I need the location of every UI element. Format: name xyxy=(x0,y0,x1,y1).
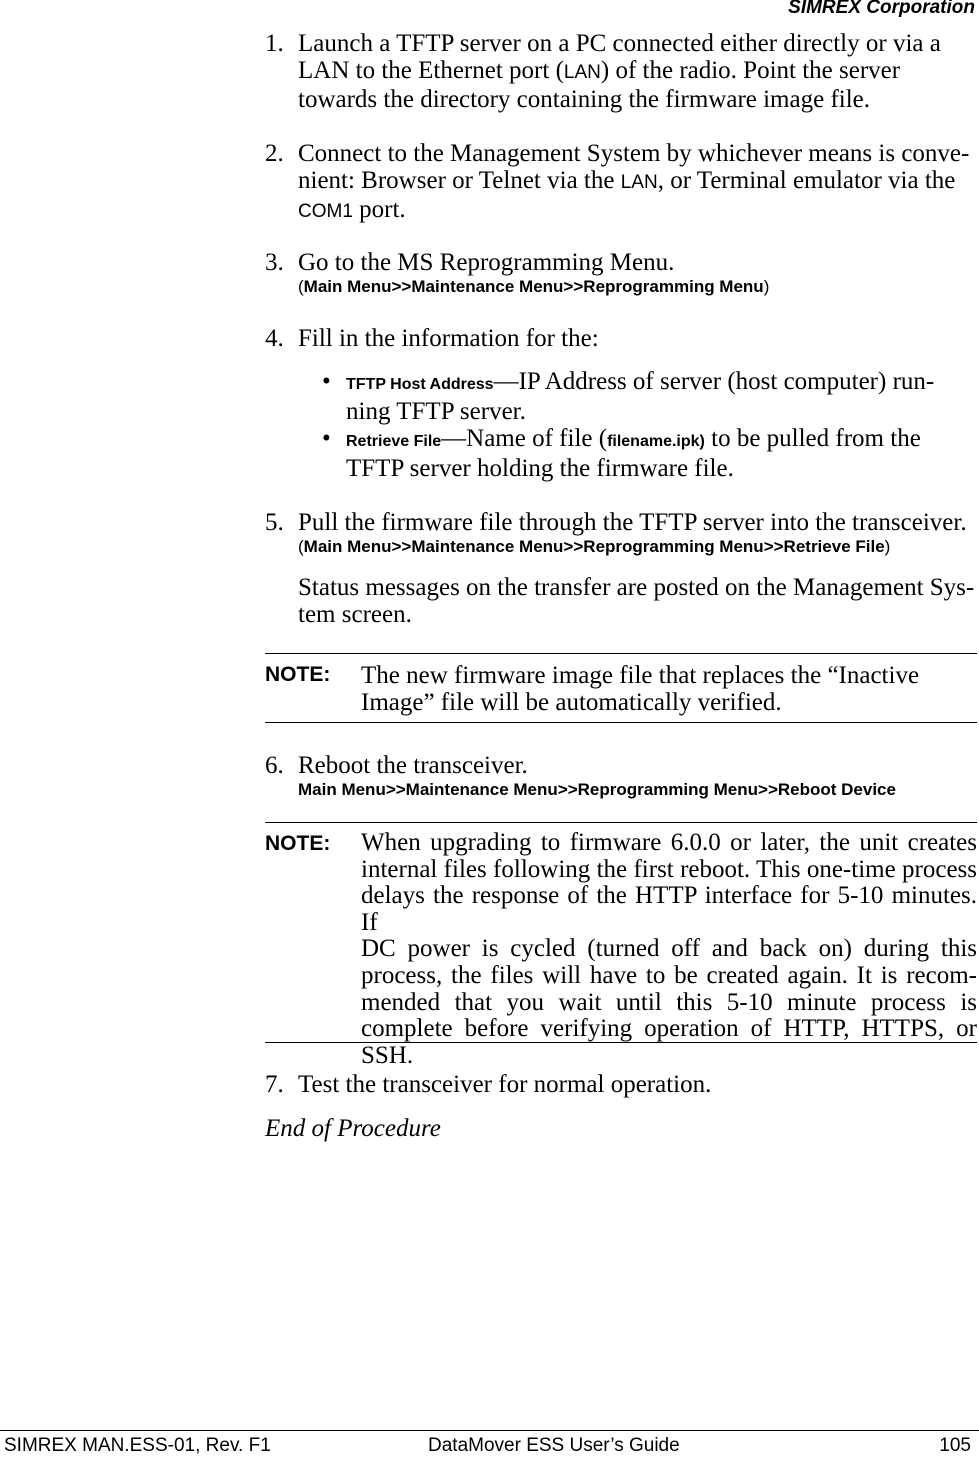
filename: filename.ipk) xyxy=(607,433,705,450)
text-line: Image” file will be automatically verified. xyxy=(361,689,782,716)
text-line: When upgrading to firmware 6.0.0 or later, the unit creates xyxy=(361,829,977,856)
text-line: tem screen. xyxy=(298,601,412,628)
term-key: TFTP Host Address xyxy=(346,376,494,393)
term-key: Retrieve File xyxy=(346,433,442,450)
footer-doc-id: SIMREX MAN.ESS-01, Rev. F1 xyxy=(4,1435,271,1456)
text-line: complete before verifying operation of HTTP, HTTPS, or xyxy=(361,1015,977,1043)
paren: ( xyxy=(298,537,304,556)
running-header: SIMREX Corporation xyxy=(788,0,975,18)
step-number: 2. xyxy=(265,140,284,167)
lan-label: LAN xyxy=(620,172,658,193)
text-line: process, the files will have to be created again. It is recom- xyxy=(361,961,977,989)
bullet-icon: • xyxy=(322,425,331,452)
note-1-text xyxy=(361,662,919,716)
paren: ( xyxy=(298,277,304,296)
bullet-retrieve-file xyxy=(346,425,921,482)
text-span: —Name of file ( xyxy=(441,425,608,452)
text-line xyxy=(298,167,969,196)
paren: ) xyxy=(763,277,770,296)
bullet-tftp-host xyxy=(346,368,934,425)
text-line: ning TFTP server. xyxy=(346,398,526,425)
text-line: towards the directory containing the firmware image file. xyxy=(298,86,871,113)
note-label: NOTE: xyxy=(265,663,331,686)
menu-path-text: Main Menu>>Maintenance Menu>>Reprogramming Menu>>Retrieve File xyxy=(303,537,885,556)
footer-guide-title: DataMover ESS User’s Guide xyxy=(428,1435,680,1456)
text-line: mended that you wait until this 5-10 minute process is xyxy=(361,988,977,1016)
text-line: TFTP server holding the firmware file. xyxy=(346,455,734,482)
footer-rule xyxy=(0,1430,979,1431)
divider xyxy=(265,822,977,823)
text-span: nient: Browser or Telnet via the xyxy=(298,167,621,194)
menu-path xyxy=(298,277,769,297)
step-3-text: Go to the MS Reprogramming Menu. xyxy=(298,249,675,276)
step-number: 5. xyxy=(265,509,284,536)
note-label: NOTE: xyxy=(265,832,331,855)
com1-label: COM1 xyxy=(298,201,353,222)
note-2-text xyxy=(361,830,977,1069)
text-span: to be pulled from the xyxy=(704,425,921,452)
step-1-text xyxy=(298,30,941,113)
status-paragraph xyxy=(298,574,974,628)
step-number: 3. xyxy=(265,249,284,276)
menu-path xyxy=(298,537,890,557)
lan-label: LAN xyxy=(563,62,601,83)
text-line: Launch a TFTP server on a PC connected either directly or via a xyxy=(298,30,941,57)
step-5-text: Pull the firmware file through the TFTP server into the transceiver. xyxy=(298,509,967,536)
text-line xyxy=(346,425,921,455)
step-number: 6. xyxy=(265,752,284,779)
text-span: ) of the radio. Point the server xyxy=(600,57,901,84)
text-line xyxy=(298,57,941,86)
step-number: 1. xyxy=(265,30,284,57)
menu-path xyxy=(298,780,896,800)
step-6-text: Reboot the transceiver. xyxy=(298,752,528,779)
text-span: port. xyxy=(352,196,406,223)
text-span: LAN to the Ethernet port ( xyxy=(298,57,564,84)
divider xyxy=(265,722,977,723)
text-line: Status messages on the transfer are posted on the Management Sys- xyxy=(298,574,975,601)
menu-path-text: Main Menu>>Maintenance Menu>>Reprogramming Menu>>Reboot Device xyxy=(298,780,896,799)
divider xyxy=(265,1042,977,1043)
step-4-text: Fill in the information for the: xyxy=(298,325,599,352)
divider xyxy=(265,653,977,654)
text-line: Connect to the Management System by whichever means is conve- xyxy=(298,140,970,167)
step-number: 7. xyxy=(265,1071,284,1098)
step-number: 4. xyxy=(265,325,284,352)
text-span: —IP Address of server (host computer) run- xyxy=(493,368,935,395)
paren: ) xyxy=(884,537,891,556)
step-2-text xyxy=(298,140,969,225)
text-line: The new firmware image file that replaces the “Inactive xyxy=(361,662,920,689)
text-line xyxy=(346,368,934,398)
text-line: internal files following the first reboot. This one-time process xyxy=(361,855,977,883)
text-line: delays the response of the HTTP interface for 5-10 minutes. If xyxy=(361,882,977,936)
menu-path-text: Main Menu>>Maintenance Menu>>Reprogramming Menu xyxy=(303,277,764,296)
page-number: 105 xyxy=(939,1435,971,1456)
text-line: DC power is cycled (turned off and back on) during this xyxy=(361,935,977,963)
bullet-icon: • xyxy=(322,368,331,395)
text-line: SSH. xyxy=(361,1041,414,1069)
text-line xyxy=(298,196,969,225)
step-7-text: Test the transceiver for normal operation. xyxy=(298,1071,712,1098)
text-span: , or Terminal emulator via the xyxy=(657,167,956,194)
end-of-procedure: End of Procedure xyxy=(265,1115,441,1142)
